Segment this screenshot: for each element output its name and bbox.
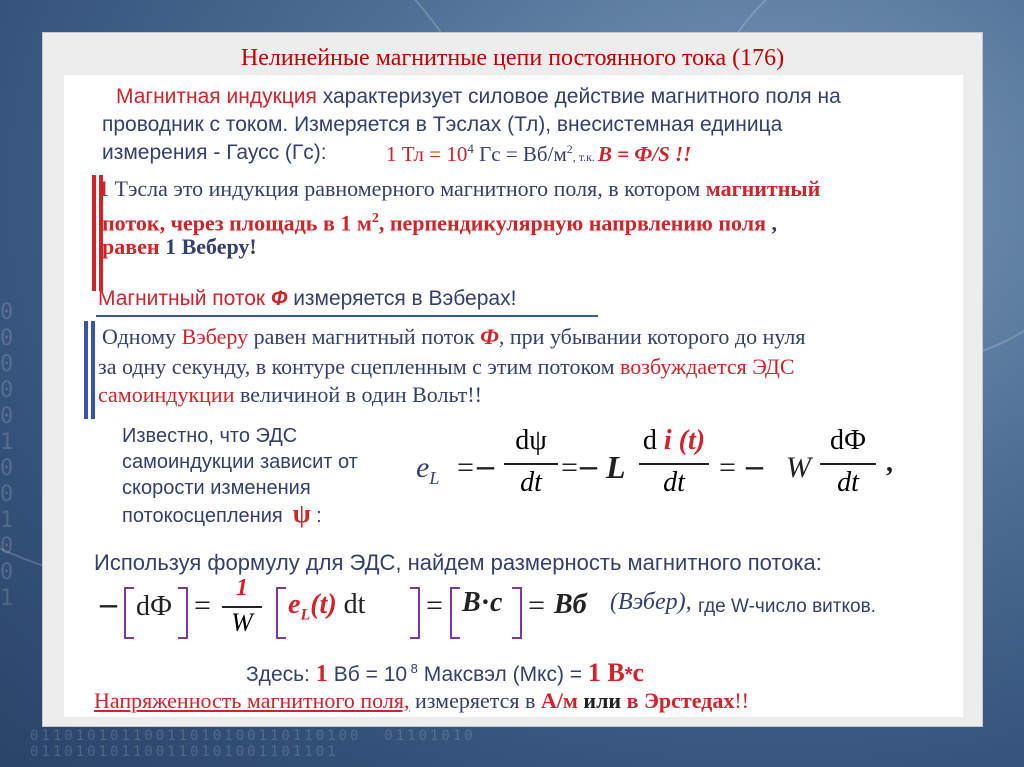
emf-note-line-2: самоиндукции зависит от xyxy=(122,451,358,473)
induction-line-1 xyxy=(116,83,841,111)
eq1-frac2-i: i (t) xyxy=(663,425,706,456)
tesla-formula-c: , т.к. xyxy=(572,150,598,164)
tesla-def-line-3 xyxy=(102,233,257,261)
weber-def-line-2 xyxy=(98,353,795,381)
flux-heading xyxy=(98,285,516,313)
intensity-oersted: Эрстедах xyxy=(643,688,735,713)
tesla-def-2d: , xyxy=(766,210,777,236)
induction-term: Магнитная индукция xyxy=(116,85,317,108)
weber-def-2b: возбуждается ЭДС xyxy=(620,354,795,379)
eq1-comma: , xyxy=(886,447,893,478)
flux-underline xyxy=(96,315,598,317)
induction-text: характеризует силовое действие магнитного поля на xyxy=(316,85,841,108)
eq2-sub: L xyxy=(300,606,311,624)
maxwell-d: Максвэл (Мкс) = xyxy=(417,663,588,686)
flux-text: измеряется в Вэберах! xyxy=(287,287,517,310)
eq2-dphi: dФ xyxy=(136,591,173,622)
weber-def-3b: величиной в один Вольт!! xyxy=(234,382,482,407)
blue-bar xyxy=(84,321,88,419)
eq2-dot: · xyxy=(480,587,491,618)
eq2-c: c xyxy=(490,587,503,618)
tesla-def-line-1 xyxy=(98,175,820,203)
eq1-eq2: = xyxy=(561,451,578,484)
tesla-def-accent: магнитный xyxy=(705,176,821,201)
eq2-weber: (Вэбер), xyxy=(610,589,692,615)
eq1-eq3: = xyxy=(719,451,736,484)
eq2-bracket-right xyxy=(178,587,188,639)
intensity-or: или xyxy=(577,688,627,713)
eq2-eq1: = xyxy=(194,589,211,622)
emf-note-colon: : xyxy=(310,505,322,527)
weber-def-1a: Одному xyxy=(102,324,182,349)
eq2-dt: dt xyxy=(336,589,366,620)
eq2-B: B xyxy=(462,587,481,618)
maxwell-line xyxy=(246,655,644,689)
tesla-formula xyxy=(386,141,691,167)
eq2-el xyxy=(288,589,365,625)
weber-def-line-3 xyxy=(98,381,482,409)
eq1-frac1-line xyxy=(504,463,558,465)
weber-def-1e: , при убывании которого до нуля xyxy=(498,324,806,349)
tesla-def-2sup: 2 xyxy=(371,211,379,226)
eq1-frac2-line xyxy=(639,463,709,465)
maxwell-e: 1 В xyxy=(587,658,625,687)
slide-title: Нелинейные магнитные цепи постоянного тока (176) xyxy=(240,45,785,71)
emf-note-line-1: Известно, что ЭДС xyxy=(122,425,298,447)
flux-term: Магнитный поток xyxy=(98,287,271,310)
eq2-bracket-left-3 xyxy=(450,587,460,639)
eq2-where: где W-число витков. xyxy=(698,596,876,617)
eq2-e: e xyxy=(288,589,301,620)
eq1-minus2: – xyxy=(580,447,597,484)
eq1-eq1: = xyxy=(457,451,474,484)
eq2-bracket-right-3 xyxy=(512,587,522,639)
eq2-bc xyxy=(462,587,502,619)
intensity-g: !! xyxy=(734,688,749,713)
maxwell-c: Вб = 10 xyxy=(333,663,408,686)
eq1-minus1: – xyxy=(477,447,494,484)
maxwell-exp: 8 xyxy=(407,661,418,676)
eq2-bracket-right-2 xyxy=(410,587,420,639)
tesla-def-2a: поток, через площадь в xyxy=(102,210,341,236)
weber-def-1b: Вэберу xyxy=(181,324,249,349)
eq2-eq3: = xyxy=(528,589,545,622)
weber-def-1d: Ф xyxy=(480,324,499,349)
tesla-formula-sup: 2 xyxy=(566,142,573,156)
eq1-W: W xyxy=(786,451,811,484)
intensity-line xyxy=(94,687,749,715)
eq1-frac3-num: dФ xyxy=(829,425,867,456)
tesla-formula-a: 1 Тл = 10 xyxy=(386,142,468,166)
blue-bar xyxy=(91,321,95,419)
psi-symbol: ψ xyxy=(292,499,311,528)
intensity-term: Напряженность магнитного поля, xyxy=(94,688,410,713)
weber-def-2a: за одну секунду, в контуре сцепленным с этим потоком xyxy=(98,354,621,379)
tesla-formula-d: B = Ф/S !! xyxy=(597,142,692,166)
eq2-eq2: = xyxy=(426,589,443,622)
eq1-e-sub: L xyxy=(429,468,440,488)
maxwell-g: с xyxy=(632,658,645,687)
emf-note-line-3: скорости изменения xyxy=(122,477,311,499)
flux-symbol: Ф xyxy=(270,287,288,310)
tesla-def-text: Тэсла это индукция равномерного магнитного поля, в котором xyxy=(114,176,706,201)
eq2-frac-num: 1 xyxy=(236,575,248,601)
slide xyxy=(42,32,983,727)
eq1-frac2-num xyxy=(639,425,709,457)
maxwell-b: 1 xyxy=(315,661,334,687)
eq1-minus3: – xyxy=(746,447,763,484)
background-binary-digits-bottom: 01101010110011010100110110100 01101010 011010101100110101001101101 xyxy=(30,728,476,760)
background-binary-digits: 0 0 0 0 0 1 0 0 1 0 0 1 xyxy=(0,300,17,611)
eq2-bracket-left-2 xyxy=(276,587,286,639)
tesla-formula-b: Гс = Вб/м xyxy=(473,142,567,166)
eq1-e-symbol: e xyxy=(416,451,430,484)
induction-line-3: измерения - Гаусс (Гс): xyxy=(102,141,327,164)
eq1-frac2-d: d xyxy=(642,425,664,456)
tesla-def-3b: 1 Веберу! xyxy=(165,234,257,259)
eq2-vb: Вб xyxy=(554,589,587,620)
weber-def-line-1 xyxy=(102,323,805,351)
eq1-frac3-line xyxy=(820,463,876,465)
tesla-def-num: 1 xyxy=(98,176,115,201)
intensity-e: в xyxy=(626,688,644,713)
intensity-unit: А/м xyxy=(540,688,578,713)
eq2-minus: – xyxy=(100,585,117,622)
tesla-def-2b: 1 м xyxy=(340,210,372,236)
eq2-arg: (t) xyxy=(310,589,337,620)
eq1-frac1-den: dt xyxy=(520,467,542,498)
tesla-def-2c: , перпендикулярную напрвлению поля xyxy=(378,210,766,236)
dimension-heading: Используя формулу для ЭДС, найдем размерность магнитного потока: xyxy=(94,550,822,575)
tesla-formula-exp: 4 xyxy=(467,141,474,156)
eq2-frac-den: W xyxy=(231,608,253,637)
weber-def-1c: равен магнитный поток xyxy=(248,324,481,349)
maxwell-a: Здесь: xyxy=(246,663,316,686)
eq2-bracket-left xyxy=(124,587,134,639)
eq1-frac3-den: dt xyxy=(837,467,859,498)
eq1-e xyxy=(416,451,439,489)
eq1-L: L xyxy=(606,449,626,485)
eq1-frac2-den: dt xyxy=(663,467,685,498)
emf-note-text: потокосцепления xyxy=(122,505,283,527)
induction-line-2: проводник с током. Измеряется в Тэслах (Тл), внесистемная единица xyxy=(102,113,783,136)
weber-def-3a: самоиндукции xyxy=(98,382,235,407)
intensity-b: измеряется в xyxy=(409,688,541,713)
content-panel xyxy=(64,75,963,717)
maxwell-f: * xyxy=(624,664,633,686)
tesla-def-3a: равен xyxy=(102,234,166,259)
emf-note-line-4 xyxy=(122,501,322,529)
red-bar xyxy=(92,175,96,291)
eq1-frac1-num: dψ xyxy=(515,425,547,456)
